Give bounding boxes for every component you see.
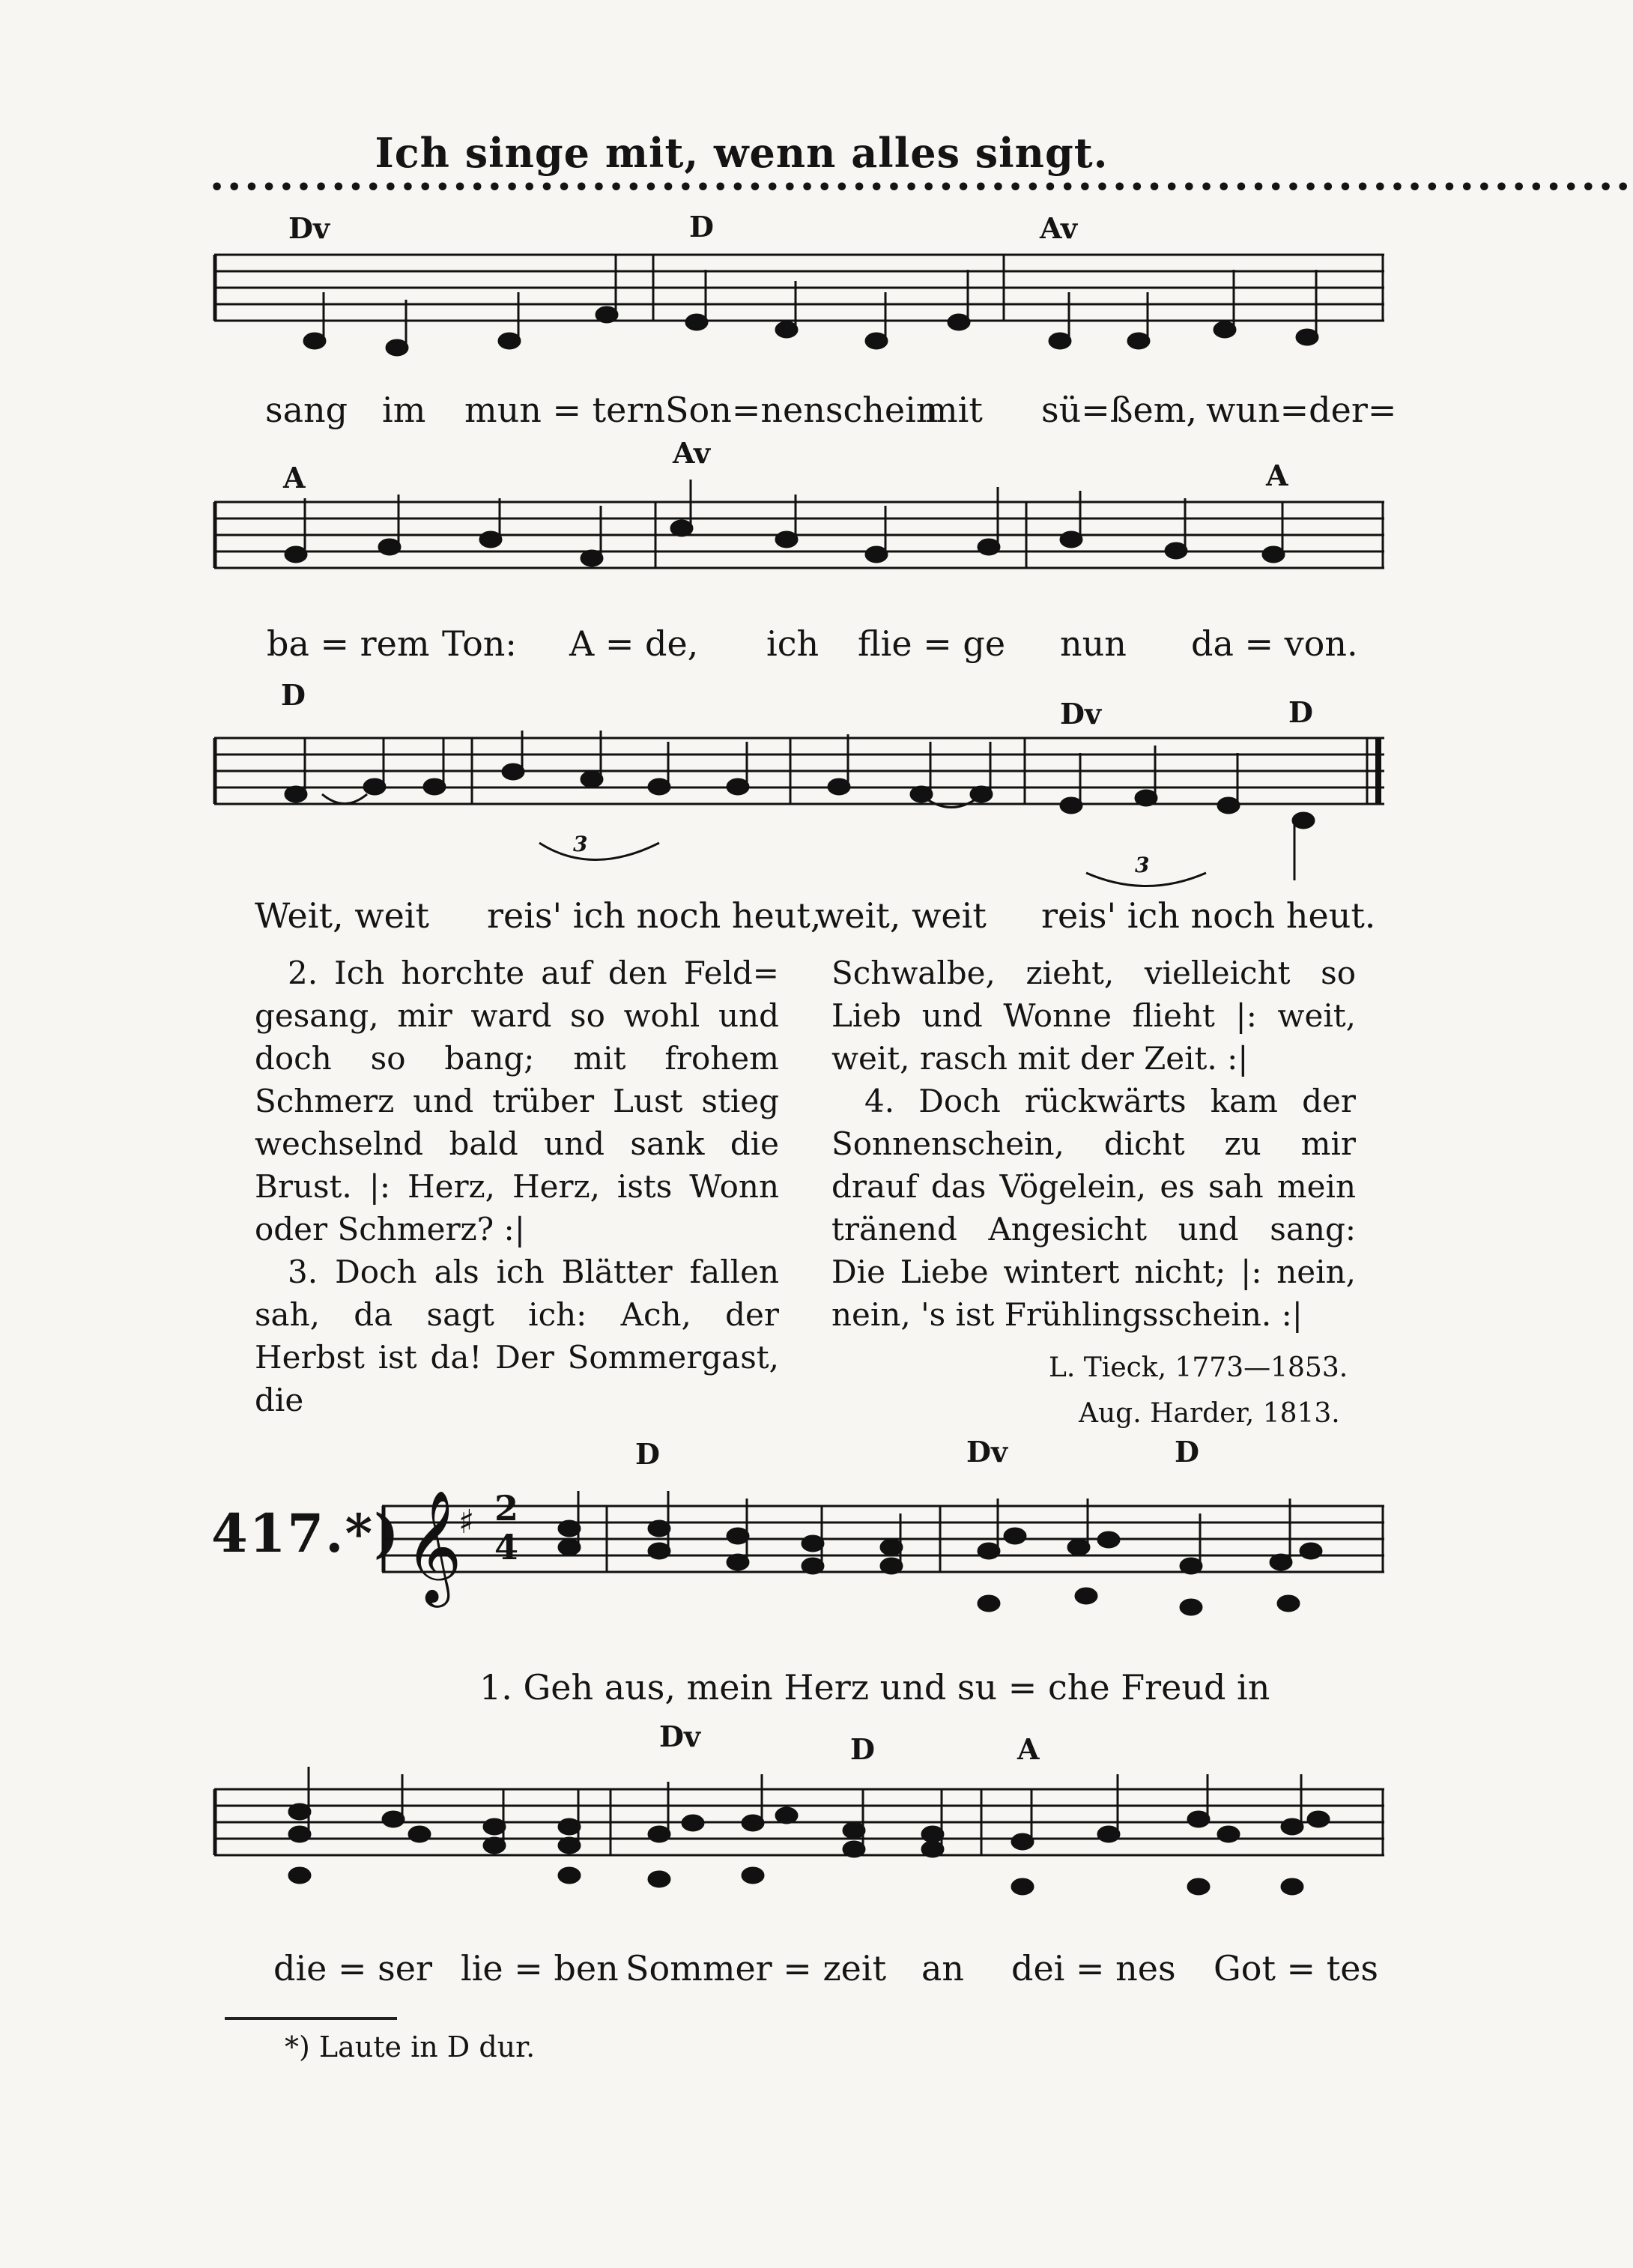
song-title: Ich singe mit, wenn alles singt.: [375, 129, 1109, 177]
chord-label: Av: [673, 436, 711, 470]
chord-label: A: [1017, 1732, 1040, 1766]
triplet-mark: 3: [1135, 853, 1150, 877]
chord-label: Av: [1040, 211, 1078, 245]
music-staff-4: [0, 1491, 1483, 1678]
lyrics-line-4: 1. Geh aus, mein Herz und su = che Freud in: [479, 1667, 1270, 1708]
treble-clef-icon: 𝄞: [405, 1489, 462, 1603]
chord-label: A: [283, 461, 306, 495]
verse-2: 2. Ich horchte auf den Feld= gesang, mir ward so wohl und doch so bang; mit frohem Schmerz und trüber Lust stieg wechselnd bald und sank die Brust. |: Herz, Herz, ists Wonn oder Schmerz? :|: [255, 955, 779, 1248]
verse-4: 4. Doch rückwärts kam der Sonnenschein, dicht zu mir drauf das Vögelein, es sah mein tränend Angesicht und sang: Die Liebe wintert nicht; |: nein, nein, 's ist Frühlingsschein. :|: [831, 1083, 1356, 1333]
chord-label: Dv: [966, 1435, 1008, 1469]
chord-label: D: [1288, 695, 1313, 729]
footnote: *) Laute in D dur.: [285, 2030, 536, 2063]
music-staff-3: [0, 731, 1483, 895]
chord-label: Dv: [659, 1720, 701, 1753]
verse-3-continued: Schwalbe, zieht, vielleicht so Lieb und Wonne flieht |: weit, weit, rasch mit der Zeit. :|: [831, 955, 1356, 1077]
chord-label: D: [635, 1437, 660, 1471]
triplet-mark: 3: [573, 832, 588, 856]
chord-label: D: [1175, 1435, 1199, 1469]
time-signature-bottom: 4: [494, 1527, 519, 1567]
chord-label: D: [689, 210, 714, 244]
key-signature-sharp: ♯: [458, 1503, 475, 1541]
author-credit: L. Tieck, 1773—1853.: [1049, 1352, 1348, 1383]
verse-column-right: [831, 952, 1356, 1336]
verse-3: 3. Doch als ich Blätter fallen sah, da sagt ich: Ach, der Herbst ist da! Der Sommergast, die: [255, 1254, 779, 1418]
verse-column-left: [255, 952, 779, 1421]
author-credit: Aug. Harder, 1813.: [1079, 1398, 1340, 1429]
time-signature-top: 2: [494, 1488, 519, 1528]
chord-label: Dv: [288, 211, 330, 245]
dotted-divider: ••••••••••••••••••••••••••••••••••••••••••••••••••••••••••••••••••••••••••••••••••: [210, 175, 1633, 201]
hymnal-page: Ich singe mit, wenn alles singt. •••••••••••••••••••••••••••••••••••••••••••••••••••••••••••••••••••••••••••••••••• Dv D Av sang im mun = tern Son=nenschein mit sü=ßem, wun=der= A Av A ba = rem Ton: A = de, ich flie = ge nun da = von. D Dv D 3 3 Weit, weit reis' ich noch heut, weit, weit reis' ich noch heut. 2. Ich horchte auf den Feld= gesang, mir ward so wohl und doch so bang; mit frohem Schmerz und trüber Lust stieg wechselnd bald und sank die Brust. |: Herz, Herz, ists Wonn oder Schmerz? :| 3. Doch als ich Blätter fallen sah, da sagt ich: Ach, der Herbst ist da! Der Sommergast, die Schwalbe, zieht, vielleicht so Lieb und Wonne flieht |: weit, weit, rasch mit der Zeit. :| 4. Doch rückwärts kam der Sonnenschein, dicht zu mir drauf das Vögelein, es sah mein tränend Angesicht und sang: Die Liebe wintert nicht; |: nein, nein, 's ist Frühlingsschein. :| L. Tieck, 1773—1853. Aug. Harder, 1813. 417.*) D Dv D 𝄞 ♯ 2 4 1. Geh aus, mein Herz und su = che Freud in Dv D A die = ser lie = ben Sommer = zeit an dei = nes Got = tes *) Laute in D dur.: [0, 0, 1483, 2268]
chord-label: A: [1266, 459, 1288, 492]
hymn-number: 417.*): [211, 1502, 401, 1564]
chord-label: Dv: [1060, 697, 1102, 731]
music-staff-2: [0, 495, 1483, 629]
chord-label: D: [281, 678, 306, 712]
chord-label: D: [850, 1732, 875, 1766]
music-staff-5: [0, 1774, 1483, 1939]
music-staff-1: [0, 247, 1483, 382]
footnote-rule: [225, 2017, 397, 2020]
